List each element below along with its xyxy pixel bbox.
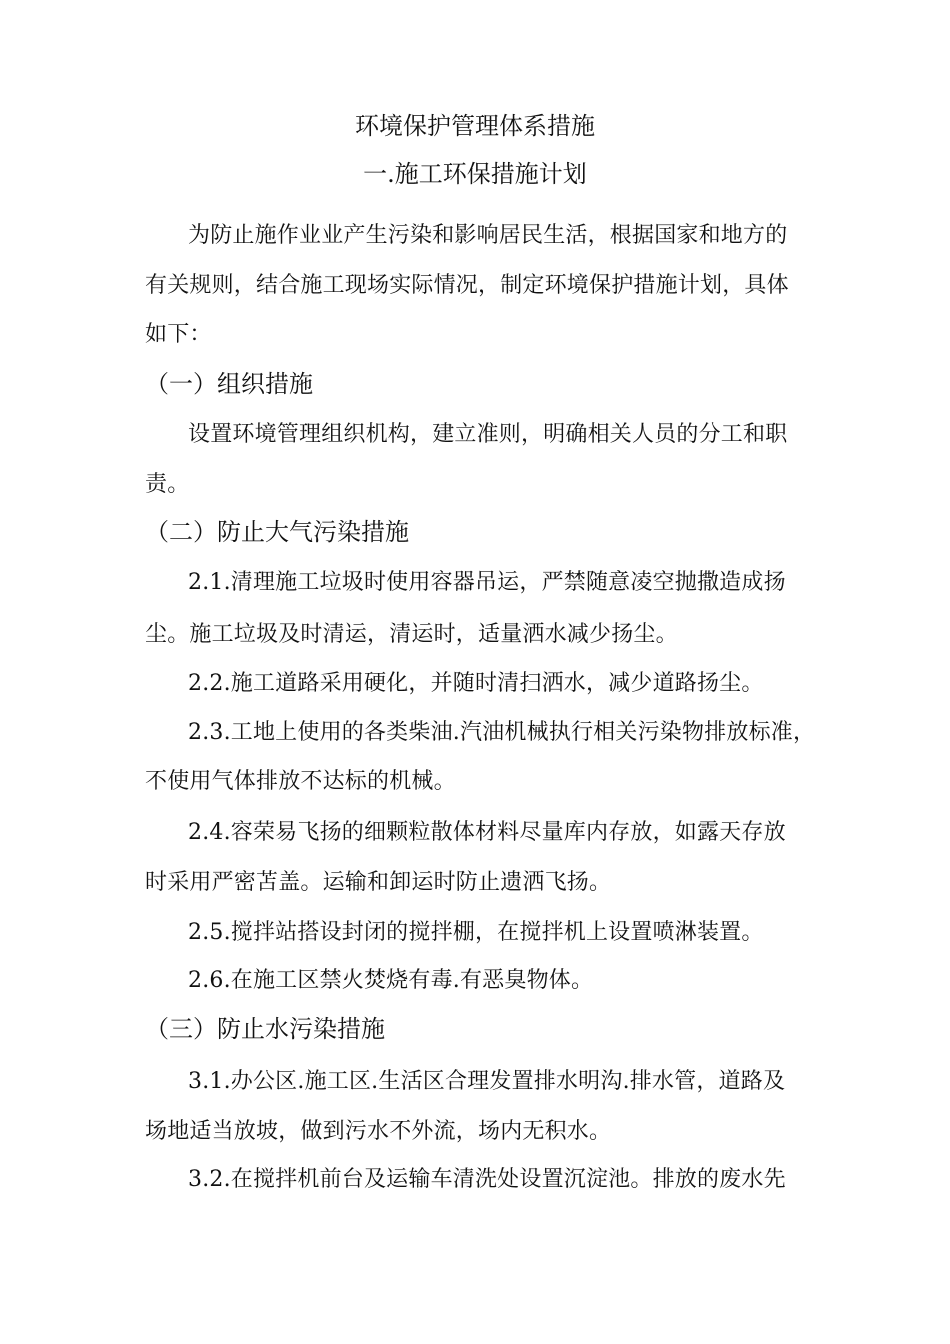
paragraph-line: 2.1.清理施工垃圾时使用容器吊运，严禁随意凌空抛撒造成扬 — [188, 570, 786, 595]
paragraph-line: 责。 — [145, 472, 190, 497]
paragraph-line: 2.6.在施工区禁火焚烧有毒.有恶臭物体。 — [188, 968, 594, 993]
paragraph-line: 2.4.容荣易飞扬的细颗粒散体材料尽量库内存放，如露天存放 — [188, 820, 786, 845]
section-heading-organization: （一）组织措施 — [145, 370, 313, 398]
paragraph-line: 设置环境管理组织机构，建立准则，明确相关人员的分工和职 — [188, 422, 788, 447]
paragraph-line: 2.2.施工道路采用硬化，并随时清扫洒水，减少道路扬尘。 — [188, 671, 764, 696]
paragraph-line: 2.5.搅拌站搭设封闭的搅拌棚，在搅拌机上设置喷淋装置。 — [188, 920, 764, 945]
section-heading-air-pollution: （二）防止大气污染措施 — [145, 518, 409, 546]
intro-line-1: 为防止施作业业产生污染和影响居民生活，根据国家和地方的 — [188, 223, 788, 248]
paragraph-line: 不使用气体排放不达标的机械。 — [145, 769, 456, 794]
document-title: 环境保护管理体系措施 — [355, 112, 595, 140]
paragraph-line: 3.1.办公区.施工区.生活区合理发置排水明沟.排水管，道路及 — [188, 1069, 786, 1094]
intro-line-3: 如下： — [145, 322, 212, 347]
intro-line-2: 有关规则，结合施工现场实际情况，制定环境保护措施计划，具体 — [145, 273, 789, 298]
section-heading-water-pollution: （三）防止水污染措施 — [145, 1015, 385, 1043]
paragraph-line: 2.3.工地上使用的各类柴油.汽油机械执行相关污染物排放标准， — [188, 720, 816, 745]
paragraph-line: 场地适当放坡，做到污水不外流，场内无积水。 — [145, 1119, 612, 1144]
paragraph-line: 尘。施工垃圾及时清运，清运时，适量洒水减少扬尘。 — [145, 622, 678, 647]
document-subtitle: 一.施工环保措施计划 — [363, 160, 587, 188]
paragraph-line: 3.2.在搅拌机前台及运输车清洗处设置沉淀池。排放的废水先 — [188, 1167, 786, 1192]
paragraph-line: 时采用严密苫盖。运输和卸运时防止遗洒飞扬。 — [145, 870, 612, 895]
